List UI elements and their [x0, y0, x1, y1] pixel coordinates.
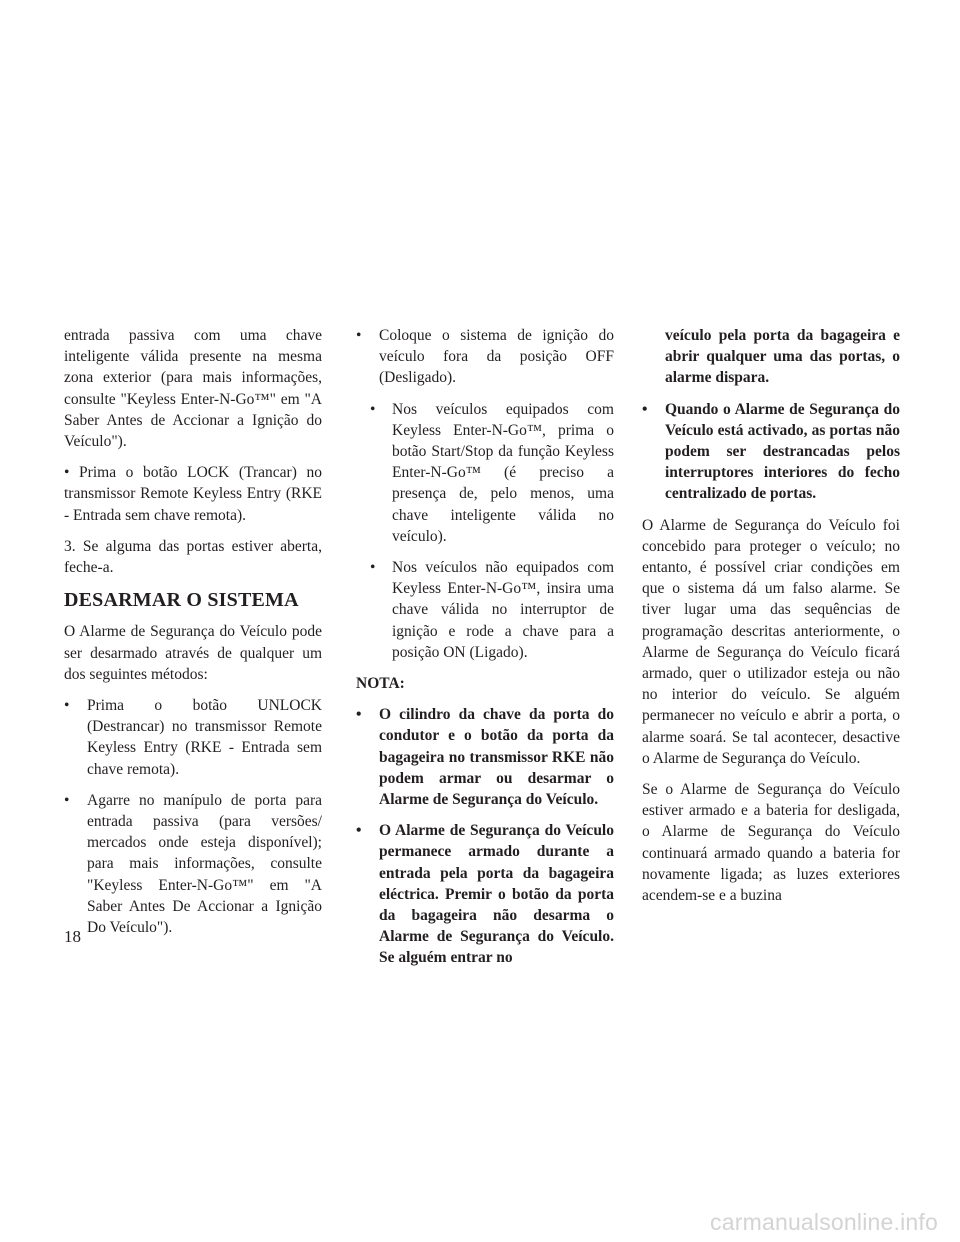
sub-bullet-keyless: • Nos veículos equipados com Keyless Enter-N-Go™, prima o botão Start/Stop da função Keyless Enter-N-Go™ (é preciso a presença de, pelo menos, uma chave inteligente válida no veículo).	[356, 399, 614, 547]
middle-column	[356, 325, 614, 979]
note-bullet-liftgate: • O Alarme de Segurança do Veículo permanece armado durante a entrada pela porta da bagageira eléctrica. Premir o botão da porta da bagageira não desarma o Alarme de Segurança do Veículo. Se alguém entrar no	[356, 820, 614, 968]
watermark: carmanualsonline.info	[710, 1209, 938, 1235]
note-label: NOTA:	[356, 675, 405, 693]
paragraph-disarm-intro: O Alarme de Segurança do Veículo pode ser desarmado através de qualquer um dos seguintes métodos:	[64, 623, 322, 683]
paragraph-passive-entry: entrada passiva com uma chave inteligente válida presente na mesma zona exterior (para mais informações, consulte "Keyless Enter-N-Go™" em "A Saber Antes de Accionar a Ignição do Veículo").	[64, 327, 322, 451]
left-column	[64, 325, 322, 948]
bullet-unlock-button: • Prima o botão UNLOCK (Destrancar) no transmissor Remote Keyless Entry (RKE - Entrada sem chave remota).	[64, 695, 322, 780]
paragraph-false-alarm: O Alarme de Segurança do Veículo foi concebido para proteger o veículo; no entanto, é possível criar condições em que o sistema dá um falso alarme. Se tiver lugar uma das sequências de programação descritas anteriormente, o Alarme de Segurança do Veículo ficará armado, quer o utilizador esteja ou não no interior do veículo. Se alguém permanecer no veículo e abrir a porta, o alarme soará. Se tal acontecer, desactive o Alarme de Segurança do Veículo.	[642, 516, 900, 767]
note-bullet-key-cylinder: • O cilindro da chave da porta do condutor e o botão da porta da bagageira no transmissor RKE não podem armar ou desarmar o Alarme de Segurança do Veículo.	[356, 704, 614, 810]
paragraph-battery: Se o Alarme de Segurança do Veículo estiver armado e a bateria for desligada, o Alarme de Segurança do Veículo continuará armado quando a bateria for novamente ligada; as luzes exteriores acendem-se e a buzina	[642, 781, 900, 905]
section-heading-disarm: DESARMAR O SISTEMA	[64, 589, 299, 612]
bullet-door-handle: • Agarre no manípulo de porta para entrada passiva (para versões/ mercados onde esteja disponível); para mais informações, consulte "Keyless Enter-N-Go™" em "A Saber Antes De Accionar a Ignição Do Veículo").	[64, 790, 322, 938]
paragraph-close-doors: 3. Se alguma das portas estiver aberta, feche-a.	[64, 537, 322, 577]
right-column	[642, 325, 900, 916]
bullet-ignition: • Coloque o sistema de ignição do veículo fora da posição OFF (Desligado).	[356, 325, 614, 389]
note-bullet-door-switches: • Quando o Alarme de Segurança do Veículo está activado, as portas não podem ser destrancadas pelos interruptores interiores do fecho centralizado de portas.	[642, 399, 900, 505]
paragraph-lock-button: • Prima o botão LOCK (Trancar) no transmissor Remote Keyless Entry (RKE - Entrada sem chave remota).	[64, 464, 322, 524]
sub-bullet-non-keyless: • Nos veículos não equipados com Keyless Enter-N-Go™, insira uma chave válida no interruptor de ignição e rode a chave para a posição ON (Ligado).	[356, 557, 614, 663]
page-number: 18	[64, 927, 81, 946]
note-bullet-liftgate-continued: veículo pela porta da bagageira e abrir qualquer uma das portas, o alarme dispara.	[665, 327, 900, 387]
